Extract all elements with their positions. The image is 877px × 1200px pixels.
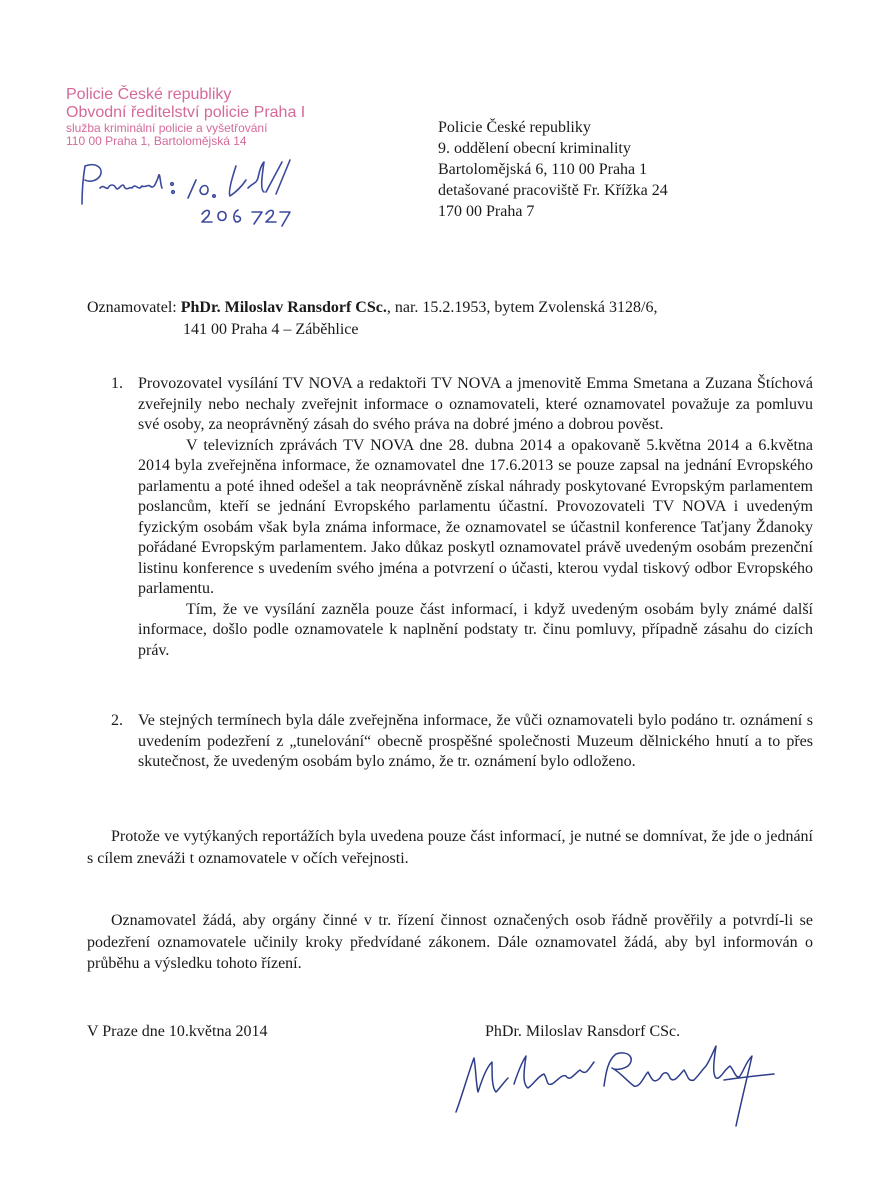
recipient-line: 9. oddělení obecní kriminality [438, 140, 631, 157]
stamp-line: Obvodní ředitelství policie Praha I [66, 103, 306, 121]
body-paragraph: Oznamovatel žádá, aby orgány činné v tr. řízení činnost označených osob řádně prověřily a potvrdí-li se podezření oznamovatele učinily kroky předvídané zákonem. Dále oznamovatel žádá, aby byl informován o průběhu a výsledku tohoto řízení. [87, 912, 813, 972]
signatory-name: PhDr. Miloslav Ransdorf CSc. [485, 1023, 681, 1040]
point-paragraph: Tím, že ve vysílání zazněla pouze část informací, i když uvedeným osobám byly známé další informace, došlo podle oznamovatele k naplnění podstaty tr. činu pomluvy, případně zásahu do cizích práv. [138, 600, 813, 659]
recipient-address [438, 117, 668, 222]
point-paragraph: V televizních zprávách TV NOVA dne 28. dubna 2014 a opakovaně 5.května 2014 a 6.května 2014 byla zveřejněna informace, že oznamovatel dne 17.6.2013 se pouze zapsal na jednání Evropského parlamentu a poté ihned odešel a tak neoprávněně získal náhrady poskytované Evropským parlamentem poslancům, kteří se jednání Evropského parlamentu účastní. Provozovateli TV NOVA i uvedeným fyzickým osobám však byla známa informace, že oznamovatel se účastnil konference Taťjany Ždanoky pořádané Evropským parlamentem. Jako důkaz poskytl oznamovatel právě uvedeným osobám prezenční listinu konference s uvedením svého jména a potvrzení o účasti, kterou vydal tiskový odbor Evropského parlamentu. [138, 436, 813, 597]
notifier-details: , nar. 15.2.1953, bytem Zvolenská 3128/6, [386, 299, 658, 316]
stamp-line: 110 00 Praha 1, Bartolomějská 14 [66, 134, 247, 149]
notifier-label: Oznamovatel: [87, 299, 181, 316]
body-paragraph: Protože ve vytýkaných reportážích byla uvedena pouze část informací, je nutné se domnívat, že jde o jednání s cílem zneváži t oznamovatele v očích veřejnosti. [87, 828, 813, 867]
notifier-address: 141 00 Praha 4 – Záběhlice [183, 321, 359, 338]
stamp-line: Policie České republiky [66, 86, 232, 103]
stamp-line: služba kriminální policie a vyšetřování [66, 120, 268, 135]
point-paragraph: Provozovatel vysílání TV NOVA a redaktoři TV NOVA a jmenovitě Emma Smetana a Zuzana Štíchová zveřejnily nebo nechaly zveřejnit informace o oznamovateli, které oznamovatel považuje za pomluvu své osoby, za neoprávněný zásah do svého práva na dobré jméno a dobrou pověst. [138, 375, 813, 433]
police-stamp [66, 86, 346, 149]
recipient-line: Policie České republiky [438, 119, 591, 136]
handwritten-received-note [76, 158, 306, 238]
point-number: 1. [111, 375, 123, 392]
numbered-point [111, 374, 813, 661]
handwritten-signature [448, 1040, 778, 1130]
point-paragraph: Ve stejných termínech byla dále zveřejněna informace, že vůči oznamovateli bylo podáno tr. oznámení s uvedením podezření z „tunelování“ obecně prospěšné společnosti Muzeum dělnického hnutí a to přes skutečnost, že uvedeným osobám bylo známo, že tr. oznámení bylo odloženo. [138, 712, 813, 770]
recipient-line: 170 00 Praha 7 [438, 203, 535, 220]
recipient-line: detašované pracoviště Fr. Křížka 24 [438, 182, 668, 199]
notifier-name: PhDr. Miloslav Ransdorf CSc. [180, 299, 387, 316]
recipient-line: Bartolomějská 6, 110 00 Praha 1 [438, 161, 648, 178]
place-and-date: V Praze dne 10.května 2014 [87, 1023, 268, 1040]
point-number: 2. [111, 712, 123, 729]
notifier-block [87, 297, 807, 341]
numbered-point [111, 711, 813, 773]
